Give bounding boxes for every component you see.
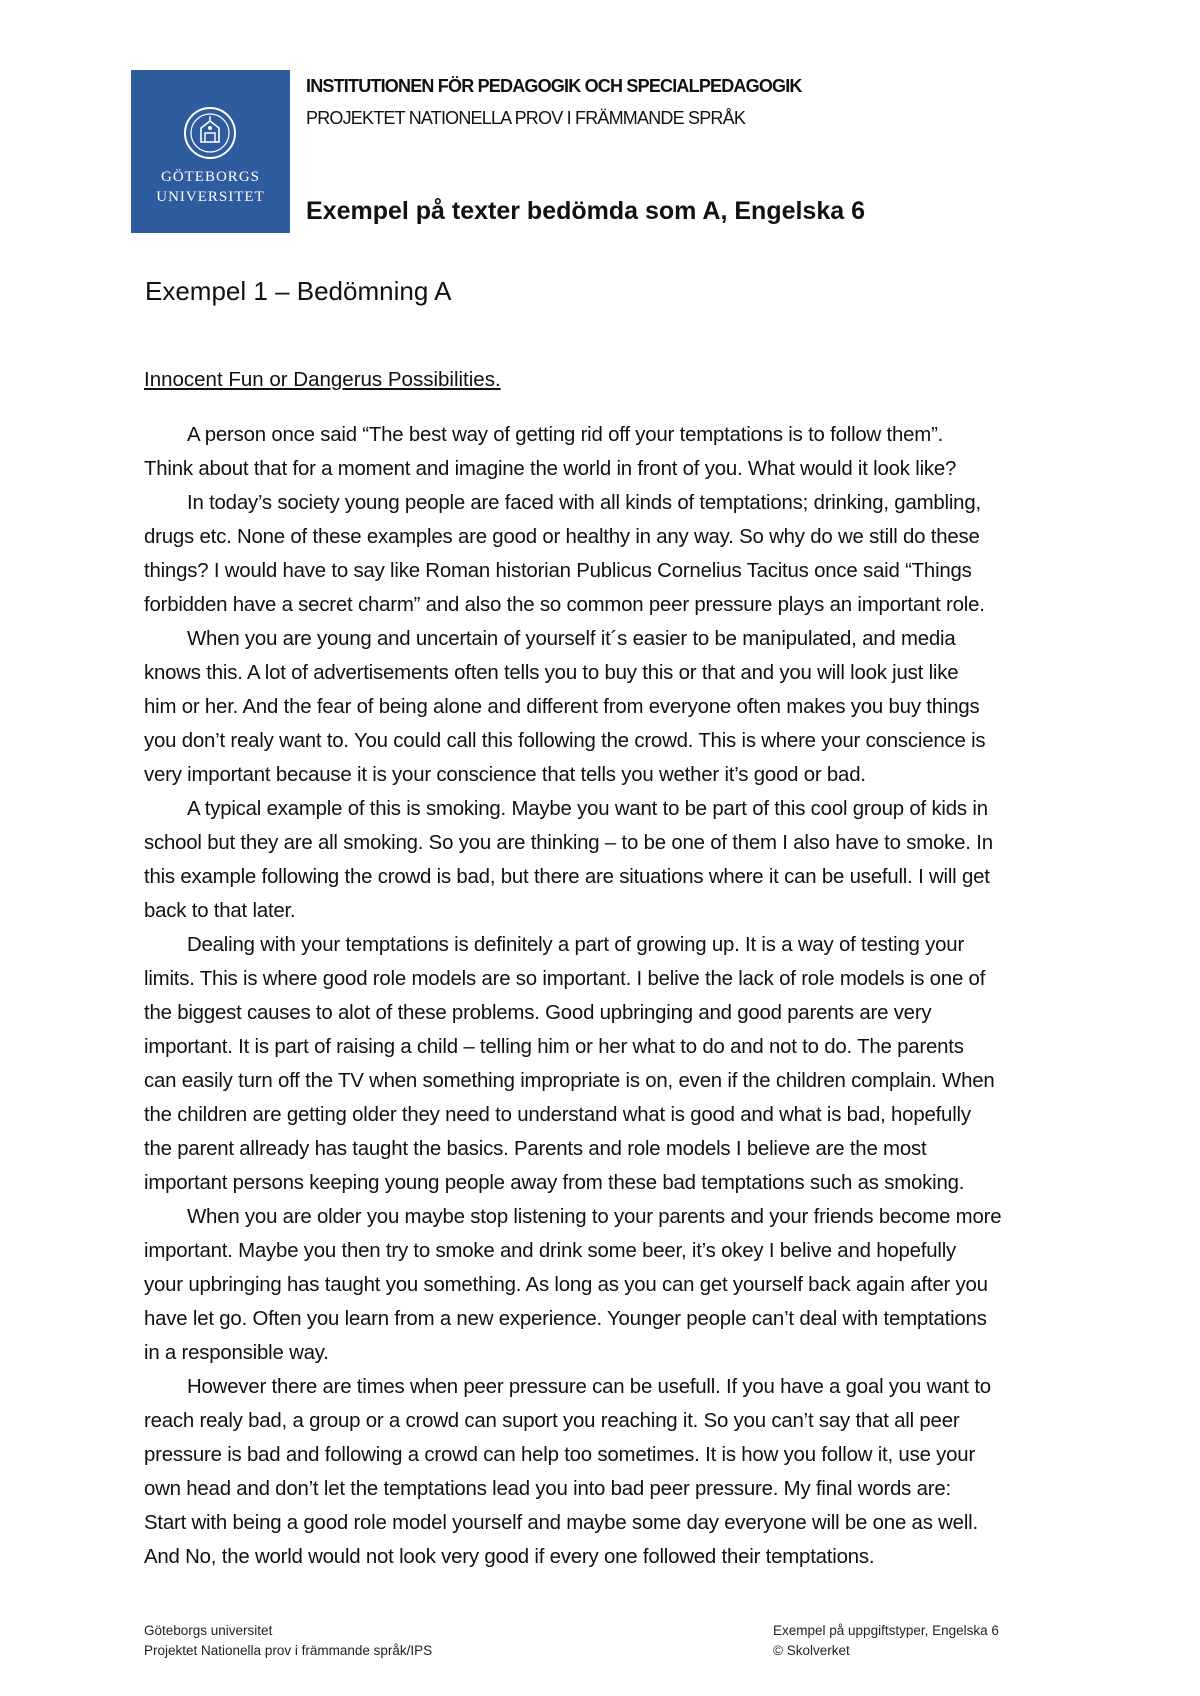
essay-line: limits. This is where good role models are so important. I belive the lack of role models is one of xyxy=(144,968,986,990)
essay-line: in a responsible way. xyxy=(144,1342,329,1364)
logo-name-line2: UNIVERSITET xyxy=(156,189,265,205)
essay-line: the parent allready has taught the basics. Parents and role models I believe are the most xyxy=(144,1138,927,1160)
essay-title: Innocent Fun or Dangerus Possibilities. xyxy=(144,368,501,391)
essay-line: own head and don’t let the temptations lead you into bad peer pressure. My final words are: xyxy=(144,1478,951,1500)
essay-line: A typical example of this is smoking. Maybe you want to be part of this cool group of kids in xyxy=(187,798,988,820)
essay-line: forbidden have a secret charm” and also the so common peer pressure plays an important role. xyxy=(144,594,985,616)
essay-line: Think about that for a moment and imagine the world in front of you. What would it look like? xyxy=(144,458,957,480)
essay-line: knows this. A lot of advertisements often tells you to buy this or that and you will look just like xyxy=(144,662,959,684)
essay-line: have let go. Often you learn from a new experience. Younger people can’t deal with temptations xyxy=(144,1308,987,1330)
section-heading: Exempel 1 – Bedömning A xyxy=(145,276,452,306)
footer-university: Göteborgs universitet xyxy=(144,1623,273,1638)
document-title: Exempel på texter bedömda som A, Engelska 6 xyxy=(306,197,865,225)
essay-line: A person once said “The best way of getting rid off your temptations is to follow them”. xyxy=(187,424,944,446)
essay-line: this example following the crowd is bad, but there are situations where it can be usefull. I will get xyxy=(144,866,990,888)
essay-line: the children are getting older they need to understand what is good and what is bad, hopefully xyxy=(144,1104,971,1126)
essay-line: When you are older you maybe stop listening to your parents and your friends become more xyxy=(187,1206,1002,1228)
essay-line: important. It is part of raising a child – telling him or her what to do and not to do. The parents xyxy=(144,1036,964,1058)
footer-document-name: Exempel på uppgiftstyper, Engelska 6 xyxy=(773,1623,999,1638)
essay-line: reach realy bad, a group or a crowd can suport you reaching it. So you can’t say that all peer xyxy=(144,1410,960,1432)
essay-line: Dealing with your temptations is definitely a part of growing up. It is a way of testing your xyxy=(187,934,965,956)
footer-left xyxy=(144,1621,432,1661)
essay-line: And No, the world would not look very good if every one followed their temptations. xyxy=(144,1546,875,1568)
essay-line: drugs etc. None of these examples are good or healthy in any way. So why do we still do these xyxy=(144,526,980,548)
essay-line: you don’t realy want to. You could call this following the crowd. This is where your conscience is xyxy=(144,730,986,752)
institution-name: INSTITUTIONEN FÖR PEDAGOGIK OCH SPECIALPEDAGOGIK xyxy=(306,76,802,96)
essay-line: When you are young and uncertain of yourself it´s easier to be manipulated, and media xyxy=(187,628,956,650)
essay-line: can easily turn off the TV when something impropriate is on, even if the children complain. When xyxy=(144,1070,995,1092)
essay-line: important persons keeping young people away from these bad temptations such as smoking. xyxy=(144,1172,965,1194)
essay-line: your upbringing has taught you something. As long as you can get yourself back again after you xyxy=(144,1274,988,1296)
university-logo xyxy=(131,70,290,233)
essay-line: the biggest causes to alot of these problems. Good upbringing and good parents are very xyxy=(144,1002,932,1024)
essay-line: him or her. And the fear of being alone and different from everyone often makes you buy things xyxy=(144,696,980,718)
essay-body xyxy=(144,418,1104,1574)
footer-project: Projektet Nationella prov i främmande språk/IPS xyxy=(144,1643,433,1658)
university-seal-icon xyxy=(183,106,237,160)
essay-line: Start with being a good role model yourself and maybe some day everyone will be one as well. xyxy=(144,1512,978,1534)
footer-right xyxy=(773,1621,999,1661)
essay-line: back to that later. xyxy=(144,900,296,922)
essay-line: important. Maybe you then try to smoke and drink some beer, it’s okey I belive and hopefully xyxy=(144,1240,957,1262)
essay-line: In today’s society young people are faced with all kinds of temptations; drinking, gambling, xyxy=(187,492,981,514)
essay-line: pressure is bad and following a crowd can help too sometimes. It is how you follow it, use your xyxy=(144,1444,976,1466)
essay-line: very important because it is your conscience that tells you wether it’s good or bad. xyxy=(144,764,866,786)
footer-copyright: © Skolverket xyxy=(773,1643,850,1658)
essay-line: However there are times when peer pressure can be usefull. If you have a goal you want to xyxy=(187,1376,991,1398)
project-name: PROJEKTET NATIONELLA PROV I FRÄMMANDE SPRÅK xyxy=(306,108,746,128)
essay-line: things? I would have to say like Roman historian Publicus Cornelius Tacitus once said “Things xyxy=(144,560,972,582)
essay-line: school but they are all smoking. So you are thinking – to be one of them I also have to smoke. In xyxy=(144,832,993,854)
logo-name-line1: GÖTEBORGS xyxy=(160,169,260,185)
